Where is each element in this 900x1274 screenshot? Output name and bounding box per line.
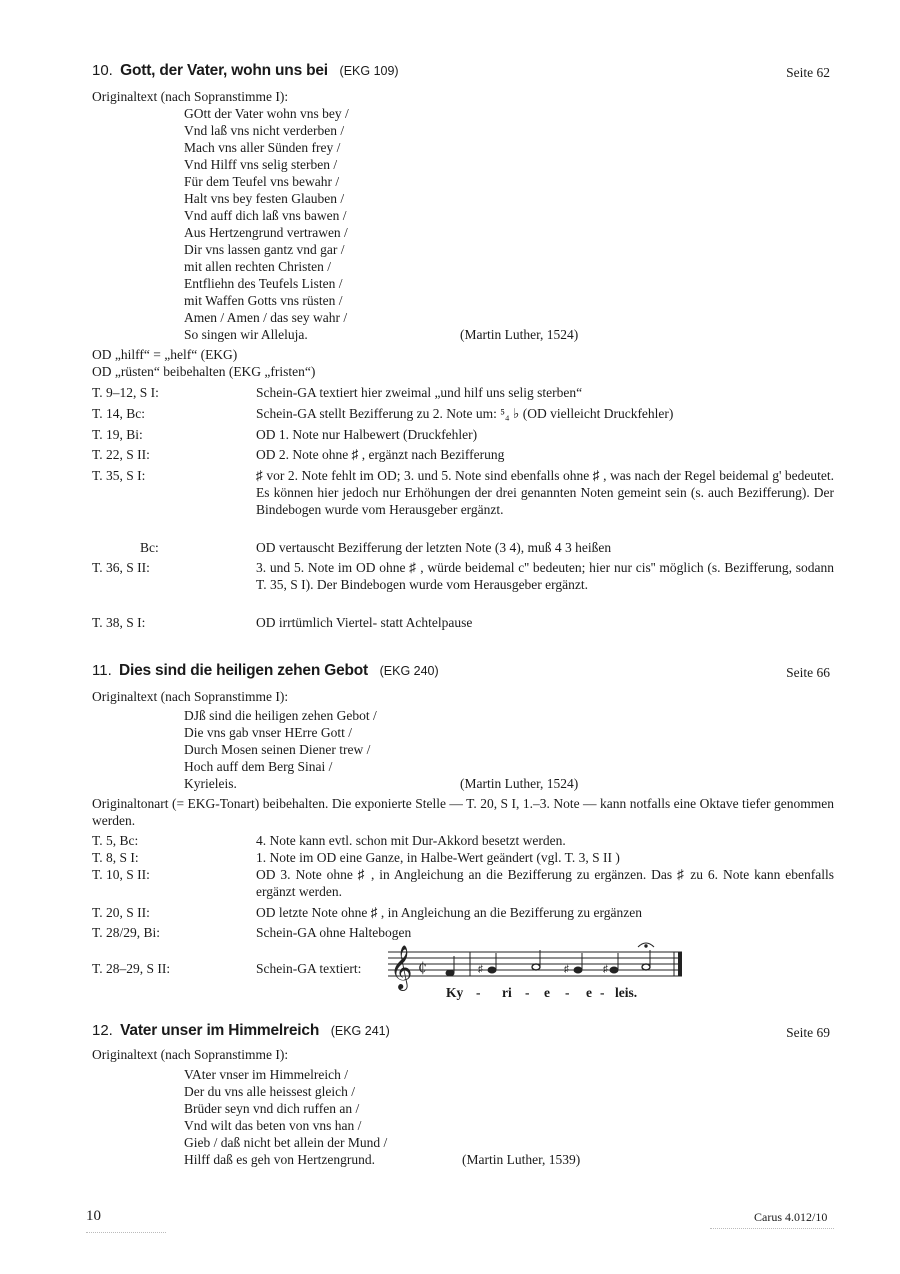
page-number: 10 — [86, 1208, 101, 1224]
note-label: T. 35, S I: — [92, 468, 146, 483]
verse-line: Vnd auff dich laß vns bawen / — [184, 208, 347, 223]
section-title: Gott, der Vater, wohn uns bei — [120, 62, 328, 79]
originaltext-label: Originaltext (nach Sopranstimme I): — [92, 89, 289, 104]
page-reference: Seite 62 — [786, 65, 830, 80]
lyric-syllable: - — [476, 985, 481, 1000]
note-label: T. 5, Bc: — [92, 833, 139, 848]
publisher-mark: Carus 4.012/10 — [754, 1210, 828, 1224]
section-12-heading — [92, 1022, 390, 1040]
note-text: Schein-GA textiert hier zweimal „und hilf uns selig sterben“ — [256, 385, 583, 400]
note-text: OD vertauscht Bezifferung der letzten Note (3 4), muß 4 3 heißen — [256, 540, 612, 555]
note-text: OD 3. Note ohne ♯ , in Angleichung an die Bezifferung zu ergänzen. Das ♯ zu 6. Note kann ebenfalls ergänzt werden. — [256, 867, 834, 899]
lyric-syllable: - — [525, 985, 530, 1000]
note-label: T. 9–12, S I: — [92, 385, 159, 400]
note-text: OD irrtümlich Viertel- statt Achtelpause — [256, 615, 473, 630]
verse-line: mit allen rechten Christen / — [184, 259, 331, 274]
author-credit: (Martin Luther, 1539) — [462, 1152, 581, 1167]
section-number: 11. — [92, 662, 112, 679]
note-label: T. 28/29, Bi: — [92, 925, 161, 940]
verse-line: Vnd Hilff vns selig sterben / — [184, 157, 338, 172]
footer-rule-left — [86, 1232, 166, 1233]
lyric-syllable: e — [544, 985, 550, 1000]
verse-line: Aus Hertzengrund vertrawen / — [184, 225, 348, 240]
note-text: OD 1. Note nur Halbewert (Druckfehler) — [256, 427, 478, 442]
verse-line: Durch Mosen seinen Diener trew / — [184, 742, 371, 757]
verse-line: Gieb / daß nicht bet allein der Mund / — [184, 1135, 388, 1150]
verse-line: Mach vns aller Sünden frey / — [184, 140, 341, 155]
note-text: 4. Note kann evtl. schon mit Dur-Akkord besetzt werden. — [256, 833, 566, 848]
note-label: T. 28–29, S II: — [92, 961, 171, 976]
footer-rule-right — [710, 1228, 834, 1229]
note-text: Schein-GA ohne Haltebogen — [256, 925, 412, 940]
originaltext-label: Originaltext (nach Sopranstimme I): — [92, 1047, 289, 1062]
verse-line: Vnd wilt das beten von vns han / — [184, 1118, 362, 1133]
tonart-paragraph: Originaltonart (= EKG-Tonart) beibehalten. Die exponierte Stelle — T. 20, S I, 1.–3. Note — kann notfalls eine Oktave tiefer genommen werden. — [92, 796, 834, 828]
verse-line: GOtt der Vater wohn vns bey / — [184, 106, 349, 121]
note-label: T. 8, S I: — [92, 850, 139, 865]
verse-line: Dir vns lassen gantz vnd gar / — [184, 242, 345, 257]
note-label: T. 10, S II: — [92, 867, 150, 882]
verse-line: mit Waffen Gotts vns rüsten / — [184, 293, 343, 308]
author-credit: (Martin Luther, 1524) — [460, 327, 579, 342]
page-reference: Seite 69 — [786, 1025, 830, 1040]
note-label: T. 38, S I: — [92, 615, 146, 630]
verse-line: DJß sind die heiligen zehen Gebot / — [184, 708, 377, 723]
verse-line: Kyrieleis. — [184, 776, 237, 791]
verse-line: Entfliehn des Teufels Listen / — [184, 276, 343, 291]
verse-line: Der du vns alle heissest gleich / — [184, 1084, 355, 1099]
verse-line: Halt vns bey festen Glauben / — [184, 191, 345, 206]
treble-clef-icon: 𝄞 — [390, 945, 413, 989]
section-number: 10. — [92, 62, 113, 79]
note-text: Schein-GA stellt Bezifferung zu 2. Note um: ⁵₄ ♭ (OD vielleicht Druckfehler) — [256, 406, 674, 421]
verse-line: Für dem Teufel vns bewahr / — [184, 174, 340, 189]
section-title: Dies sind die heiligen zehen Gebot — [119, 662, 368, 679]
note-label: T. 36, S II: — [92, 560, 150, 575]
note-text: Schein-GA textiert: — [256, 961, 362, 976]
page-reference: Seite 66 — [786, 665, 830, 680]
section-10-heading — [92, 62, 399, 80]
note-text: OD letzte Note ohne ♯ , in Angleichung an die Bezifferung zu ergänzen — [256, 905, 642, 920]
lyric-syllable: Ky — [446, 985, 464, 1000]
music-notation-excerpt — [388, 942, 688, 1002]
cut-time-icon: ₵ — [418, 960, 427, 976]
svg-text:♯: ♯ — [564, 964, 569, 975]
lyric-syllable: - — [600, 985, 605, 1000]
section-title: Vater unser im Himmelreich — [120, 1022, 320, 1039]
verse-line: So singen wir Alleluja. — [184, 327, 308, 342]
remark-line: OD „rüsten“ beibehalten (EKG „fristen“) — [92, 364, 316, 379]
verse-line: VAter vnser im Himmelreich / — [184, 1067, 348, 1082]
ekg-reference: (EKG 109) — [339, 64, 399, 78]
note-label: T. 20, S II: — [92, 905, 150, 920]
svg-text:♯: ♯ — [478, 964, 483, 975]
remark-line: OD „hilff“ = „helf“ (EKG) — [92, 347, 238, 362]
note-label: T. 19, Bi: — [92, 427, 143, 442]
note-text: 1. Note im OD eine Ganze, in Halbe-Wert geändert (vgl. T. 3, S II ) — [256, 850, 620, 865]
lyric-syllable: ri — [502, 985, 512, 1000]
verse-line: Amen / Amen / das sey wahr / — [184, 310, 348, 325]
ekg-reference: (EKG 240) — [379, 664, 439, 678]
verse-line: Die vns gab vnser HErre Gott / — [184, 725, 352, 740]
verse-line: Hoch auff dem Berg Sinai / — [184, 759, 333, 774]
lyric-syllable: e — [586, 985, 592, 1000]
note-label: T. 22, S II: — [92, 447, 150, 462]
note-text: OD 2. Note ohne ♯ , ergänzt nach Bezifferung — [256, 447, 505, 462]
verse-line: Brüder seyn vnd dich ruffen an / — [184, 1101, 360, 1116]
verse-line: Vnd laß vns nicht verderben / — [184, 123, 345, 138]
ekg-reference: (EKG 241) — [330, 1024, 390, 1038]
author-credit: (Martin Luther, 1524) — [460, 776, 579, 791]
note-text: ♯ vor 2. Note fehlt im OD; 3. und 5. Note sind ebenfalls ohne ♯ , was nach der Regel beidemal g' bedeutet. Es können hier jedoch nur Erhöhungen der drei genannten Noten gemeint sein (s. auch Bezifferung). Der Bindebogen wurde vom Herausgeber ergänzt. — [256, 468, 834, 517]
note-text: 3. und 5. Note im OD ohne ♯ , würde beidemal c'' bedeuten; hier nur cis'' möglich (s. Bezifferung, sodann T. 35, S I). Der Bindebogen wurde vom Herausgeber ergänzt. — [256, 560, 834, 592]
verse-line: Hilff daß es geh von Hertzengrund. — [184, 1152, 375, 1167]
svg-text:♯: ♯ — [603, 964, 608, 975]
section-11-heading — [92, 662, 439, 680]
note-label: Bc: — [140, 540, 159, 555]
note-label: T. 14, Bc: — [92, 406, 145, 421]
lyric-syllable: - — [565, 985, 570, 1000]
section-number: 12. — [92, 1022, 113, 1039]
lyric-syllable: leis. — [615, 985, 638, 1000]
originaltext-label: Originaltext (nach Sopranstimme I): — [92, 689, 289, 704]
